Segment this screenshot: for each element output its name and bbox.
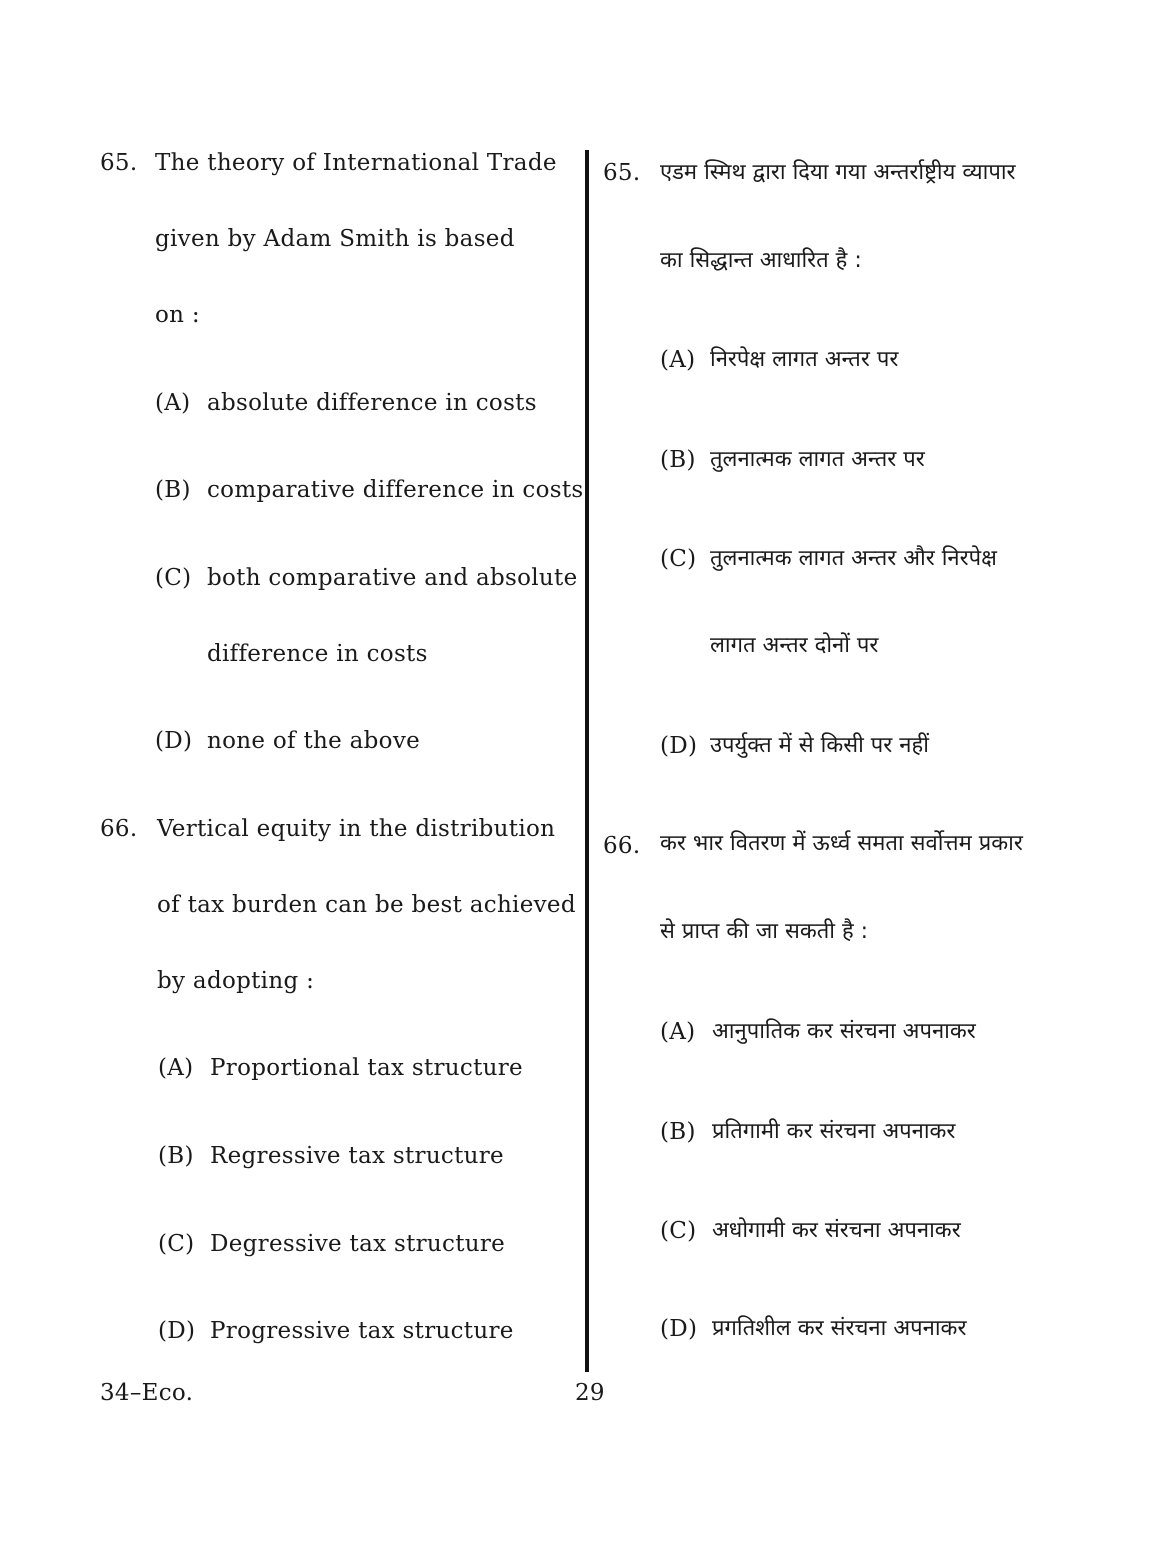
option-label: (C) xyxy=(660,1218,697,1244)
option-text: निरपेक्ष लागत अन्तर पर xyxy=(710,347,899,372)
question-number-65-hi: 65. xyxy=(603,160,641,186)
question-number-65-en: 65. xyxy=(100,150,138,176)
option-text: Progressive tax structure xyxy=(210,1318,514,1344)
option-label: (D) xyxy=(660,1316,698,1342)
question-65-en-line-2: given by Adam Smith is based xyxy=(155,226,515,252)
option-label: (A) xyxy=(155,390,191,416)
option-label: (C) xyxy=(158,1231,195,1257)
option-text: उपर्युक्त में से किसी पर नहीं xyxy=(710,733,929,758)
option-text: absolute difference in costs xyxy=(207,390,537,416)
option-text: Proportional tax structure xyxy=(210,1055,523,1081)
option-text: तुलनात्मक लागत अन्तर पर xyxy=(710,447,925,472)
option-label: (B) xyxy=(158,1143,194,1169)
option-text: प्रतिगामी कर संरचना अपनाकर xyxy=(712,1119,956,1144)
option-text: Regressive tax structure xyxy=(210,1143,504,1169)
option-label: (C) xyxy=(155,565,192,591)
question-number-66-hi: 66. xyxy=(603,833,641,859)
option-label: (B) xyxy=(660,1119,696,1145)
question-65-en-line-3: on : xyxy=(155,302,200,328)
question-66-en-line-3: by adopting : xyxy=(157,968,315,994)
option-label: (A) xyxy=(158,1055,194,1081)
question-65-hi-line-1: एडम स्मिथ द्वारा दिया गया अन्तर्राष्ट्रीय व्यापार xyxy=(660,160,1016,185)
option-text: आनुपातिक कर संरचना अपनाकर xyxy=(712,1019,976,1044)
option-text: अधोगामी कर संरचना अपनाकर xyxy=(712,1218,961,1243)
question-66-en-line-1: Vertical equity in the distribution xyxy=(157,816,556,842)
option-label: (B) xyxy=(155,477,191,503)
question-66-en-line-2: of tax burden can be best achieved xyxy=(157,892,576,918)
question-65-en-line-1: The theory of International Trade xyxy=(155,150,557,176)
paper-code: 34–Eco. xyxy=(100,1380,194,1406)
column-divider xyxy=(585,150,589,1372)
option-label: (C) xyxy=(660,546,697,572)
option-label: (A) xyxy=(660,347,696,373)
option-label: (A) xyxy=(660,1019,696,1045)
question-number-66-en: 66. xyxy=(100,816,138,842)
page-number: 29 xyxy=(575,1380,605,1406)
option-text: तुलनात्मक लागत अन्तर और निरपेक्ष xyxy=(710,546,997,571)
option-label: (D) xyxy=(155,728,193,754)
question-66-hi-line-1: कर भार वितरण में ऊर्ध्व समता सर्वोत्तम प्रकार xyxy=(660,831,1023,856)
option-text-continued: difference in costs xyxy=(207,641,428,667)
option-text-continued: लागत अन्तर दोनों पर xyxy=(710,633,879,658)
option-label: (D) xyxy=(158,1318,196,1344)
option-label: (D) xyxy=(660,733,698,759)
option-text: comparative difference in costs xyxy=(207,477,584,503)
option-text: both comparative and absolute xyxy=(207,565,578,591)
option-text: प्रगतिशील कर संरचना अपनाकर xyxy=(712,1316,967,1341)
option-text: none of the above xyxy=(207,728,421,754)
question-66-hi-line-2: से प्राप्त की जा सकती है : xyxy=(660,919,869,944)
option-label: (B) xyxy=(660,447,696,473)
question-65-hi-line-2: का सिद्धान्त आधारित है : xyxy=(660,248,862,273)
option-text: Degressive tax structure xyxy=(210,1231,506,1257)
